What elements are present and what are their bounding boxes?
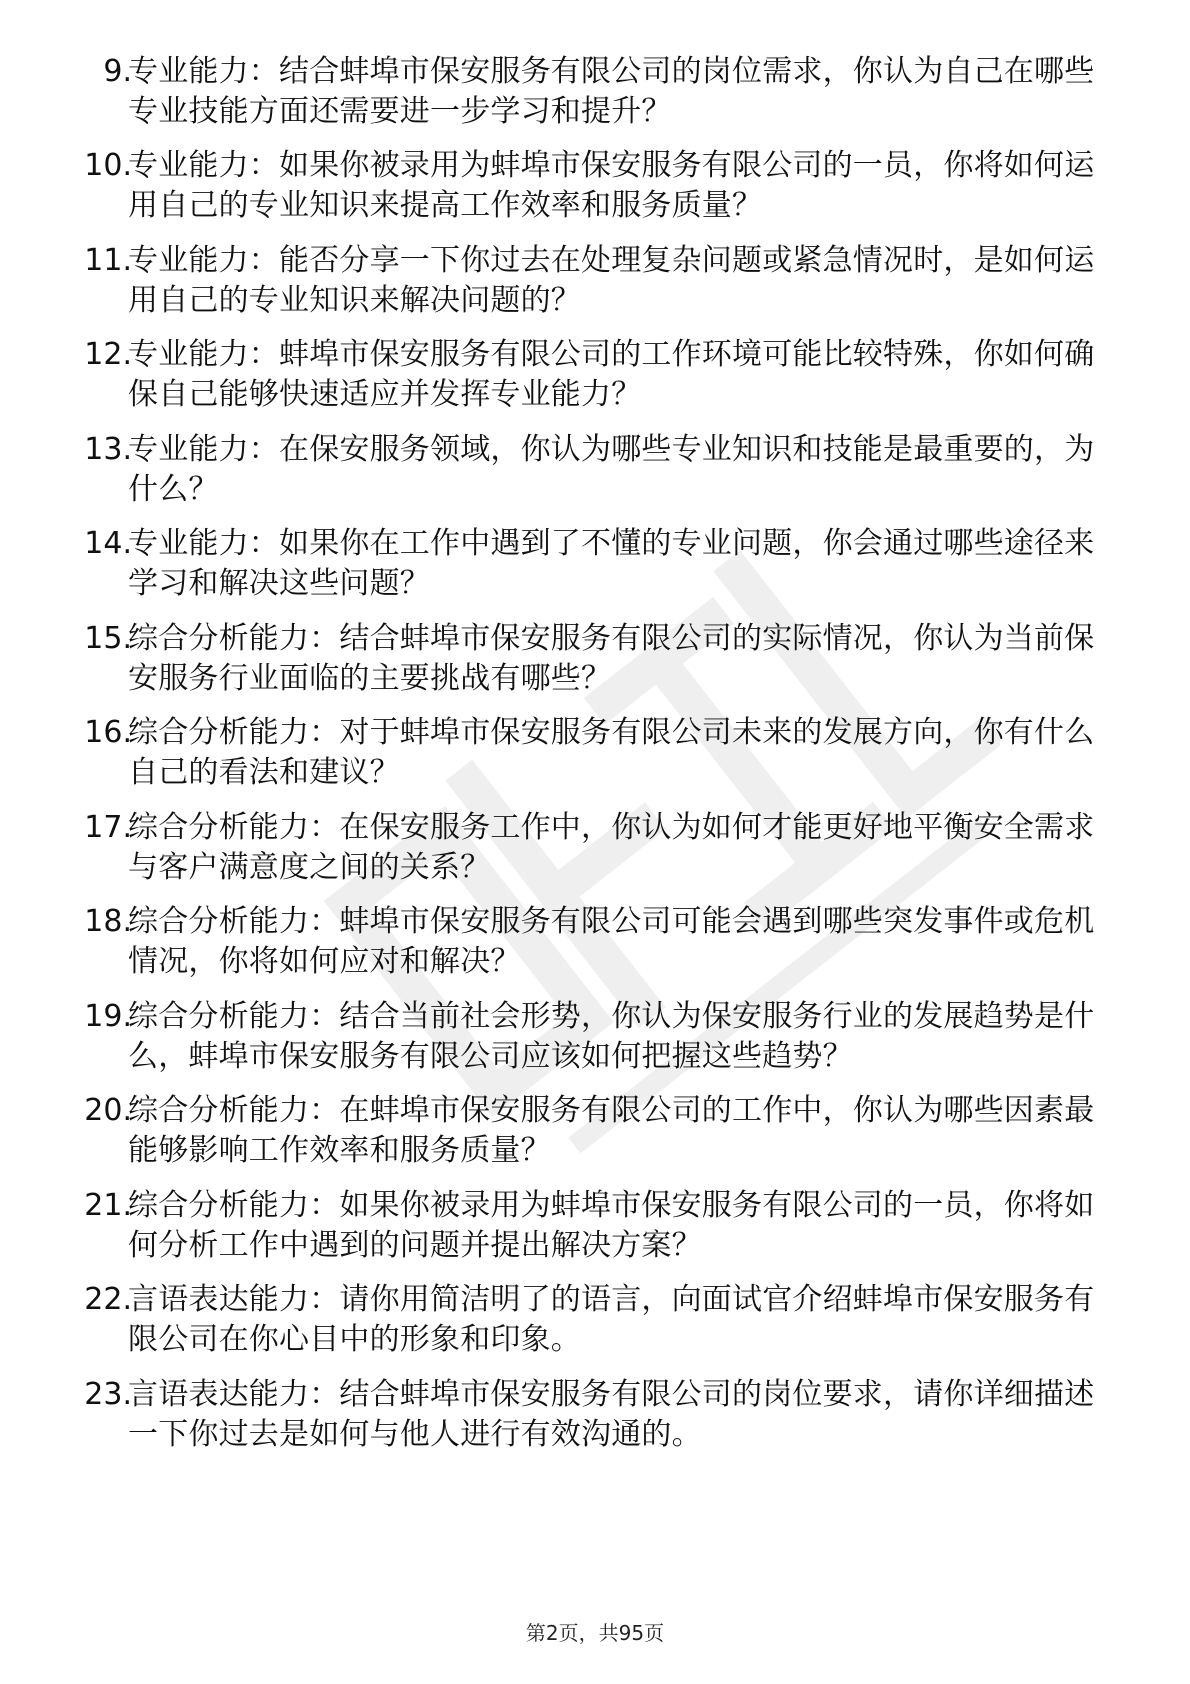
- question-number: 23.: [84, 1377, 132, 1412]
- question-number: 18.: [84, 904, 132, 939]
- question-number: 13.: [84, 432, 132, 467]
- question-item: [0, 241, 1190, 321]
- question-number: 10.: [84, 148, 132, 183]
- question-item: [0, 524, 1190, 604]
- question-text: 言语表达能力：结合蚌埠市保安服务有限公司的岗位要求，请你详细描述一下你过去是如何与他人进行有效沟通的。: [128, 1377, 1095, 1452]
- question-number: 20.: [84, 1093, 132, 1128]
- question-text: 综合分析能力：在蚌埠市保安服务有限公司的工作中，你认为哪些因素最能够影响工作效率和服务质量？: [128, 1093, 1095, 1168]
- question-number: 11.: [84, 243, 132, 278]
- question-item: [0, 1091, 1190, 1171]
- question-text: 综合分析能力：结合当前社会形势，你认为保安服务行业的发展趋势是什么，蚌埠市保安服务有限公司应该如何把握这些趋势？: [128, 999, 1095, 1074]
- question-text: 综合分析能力：如果你被录用为蚌埠市保安服务有限公司的一员，你将如何分析工作中遇到的问题并提出解决方案？: [128, 1188, 1095, 1263]
- page-number-footer: 第2页，共95页: [525, 1621, 665, 1645]
- question-text: 专业能力：如果你在工作中遇到了不懂的专业问题，你会通过哪些途径来学习和解决这些问题？: [128, 526, 1095, 601]
- question-item: [0, 808, 1190, 888]
- question-text: 专业能力：结合蚌埠市保安服务有限公司的岗位需求，你认为自己在哪些专业技能方面还需要进一步学习和提升？: [128, 54, 1095, 129]
- question-item: [0, 713, 1190, 793]
- question-text: 专业能力：在保安服务领域，你认为哪些专业知识和技能是最重要的，为什么？: [128, 432, 1095, 507]
- question-item: [0, 1280, 1190, 1360]
- question-item: [0, 997, 1190, 1077]
- question-text: 综合分析能力：对于蚌埠市保安服务有限公司未来的发展方向，你有什么自己的看法和建议？: [128, 715, 1095, 790]
- question-item: [0, 1186, 1190, 1266]
- question-text: 言语表达能力：请你用简洁明了的语言，向面试官介绍蚌埠市保安服务有限公司在你心目中的形象和印象。: [128, 1282, 1095, 1357]
- question-item: [0, 52, 1190, 132]
- question-number: 19.: [84, 999, 132, 1034]
- question-number: 9.: [103, 54, 132, 89]
- question-number: 14.: [84, 526, 132, 561]
- question-item: [0, 619, 1190, 699]
- question-number: 16.: [84, 715, 132, 750]
- question-text: 专业能力：能否分享一下你过去在处理复杂问题或紧急情况时，是如何运用自己的专业知识来解决问题的？: [128, 243, 1095, 318]
- question-item: [0, 1375, 1190, 1455]
- question-number: 12.: [84, 337, 132, 372]
- question-item: [0, 902, 1190, 982]
- question-text: 综合分析能力：结合蚌埠市保安服务有限公司的实际情况，你认为当前保安服务行业面临的主要挑战有哪些？: [128, 621, 1095, 696]
- question-number: 22.: [84, 1282, 132, 1317]
- question-item: [0, 335, 1190, 415]
- question-item: [0, 430, 1190, 510]
- question-number: 21.: [84, 1188, 132, 1223]
- question-text: 专业能力：蚌埠市保安服务有限公司的工作环境可能比较特殊，你如何确保自己能够快速适应并发挥专业能力？: [128, 337, 1095, 412]
- question-number: 17.: [84, 810, 132, 845]
- question-item: [0, 146, 1190, 226]
- question-number: 15.: [84, 621, 132, 656]
- question-text: 综合分析能力：蚌埠市保安服务有限公司可能会遇到哪些突发事件或危机情况，你将如何应对和解决？: [128, 904, 1095, 979]
- question-text: 专业能力：如果你被录用为蚌埠市保安服务有限公司的一员，你将如何运用自己的专业知识来提高工作效率和服务质量？: [128, 148, 1095, 223]
- question-text: 综合分析能力：在保安服务工作中，你认为如何才能更好地平衡安全需求与客户满意度之间的关系？: [128, 810, 1095, 885]
